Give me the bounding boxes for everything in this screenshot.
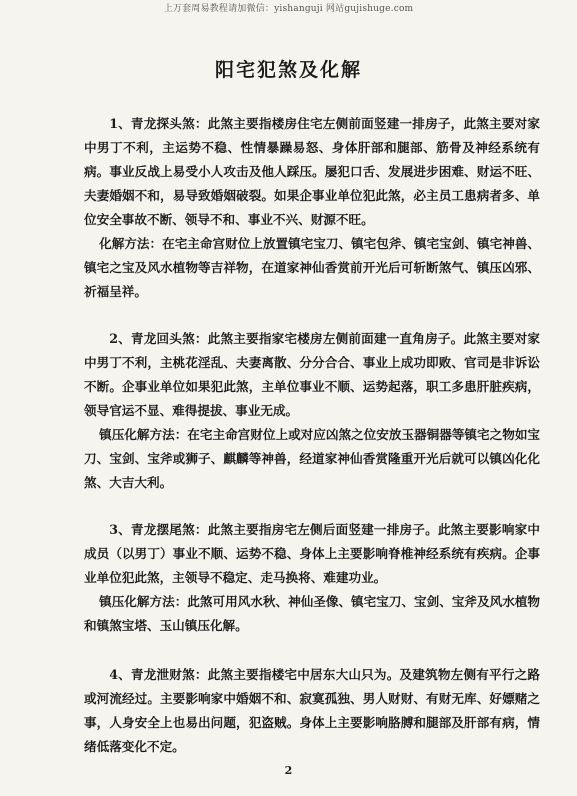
section-qinglong-xiecai <box>84 663 540 759</box>
section-qinglong-huitou <box>84 327 540 495</box>
section-heading: 4、青龙泄财煞： <box>109 667 208 682</box>
remedy-paragraph <box>84 423 540 495</box>
remedy-paragraph <box>84 232 540 304</box>
section-paragraph <box>84 112 540 232</box>
section-body: 此煞主要指楼宅中居东大山只为。及建筑物左侧有平行之路或河流经过。主要影响家中婚姻不和、寂寞孤独、男人财财、有财无库、好嫖赌之事，人身安全上也易出问题，犯盗贼。身体上主要影响胳膊和腿部及肝部有病，情绪低落变化不定。 <box>84 667 540 754</box>
section-qinglong-tantou <box>84 112 540 304</box>
remedy-label: 镇压化解方法： <box>99 594 188 609</box>
section-qinglong-baiwei <box>84 518 540 638</box>
section-heading: 2、青龙回头煞： <box>109 331 208 346</box>
section-heading: 1、青龙探头煞： <box>109 116 208 131</box>
page-title: 阳宅犯煞及化解 <box>214 59 362 81</box>
section-paragraph <box>84 518 540 590</box>
watermark-header: 上万套周易教程请加微信：yishanguji 网站gujishuge.com <box>163 4 414 14</box>
page-number: 2 <box>284 764 293 777</box>
section-paragraph <box>84 663 540 759</box>
section-body: 此煞主要指房宅左侧后面竖建一排房子。此煞主要影响家中成员（以男丁）事业不顺、运势不稳、身体上主要影响脊椎神经系统有疾病。企事业单位犯此煞，主领导不稳定、走马换将、难建功业。 <box>84 522 540 585</box>
remedy-text: 在宅主命宫财位上或对应凶煞之位安放玉器铜器等镇宅之物如宝刀、宝剑、宝斧或狮子、麒麟等神兽，经道家神仙香赏隆重开光后就可以镇凶化化煞、大吉大利。 <box>84 427 541 490</box>
remedy-label: 化解方法： <box>99 236 163 251</box>
section-heading: 3、青龙摆尾煞： <box>109 522 208 537</box>
remedy-paragraph <box>84 590 540 638</box>
section-paragraph <box>84 327 540 423</box>
remedy-text: 在宅主命宫财位上放置镇宅宝刀、镇宅包斧、镇宅宝剑、镇宅神兽、镇宅之宝及风水植物等吉祥物，在道家神仙香赏前开光后可斩断煞气、镇压凶邪、祈福呈祥。 <box>84 236 541 299</box>
remedy-label: 镇压化解方法： <box>99 427 188 442</box>
section-body: 此煞主要指楼房住宅左侧前面竖建一排房子，此煞主要对家中男丁不利，主运势不稳、性情暴躁易怒、身体肝部和腿部、筋骨及神经系统有病。事业反战上易受小人攻击及他人踩压。屡犯口舌、发展进步困难、财运不旺、夫妻婚姻不和，易导致婚姻破裂。如果企事业单位犯此煞，必主员工患病者多、单位安全事故不断、领导不和、事业不兴、财源不旺。 <box>84 116 540 227</box>
remedy-text: 此煞可用风水秋、神仙圣像、镇宅宝刀、宝剑、宝斧及风水植物和镇煞宝塔、玉山镇压化解。 <box>84 594 541 633</box>
section-body: 此煞主要指家宅楼房左侧前面建一直角房子。此煞主要对家中男丁不利，主桃花淫乱、夫妻离散、分分合合、事业上成功即败、官司是非诉讼不断。企事业单位如果犯此煞，主单位事业不顺、运势起落，职工多患肝脏疾病，领导官运不显、难得提拔、事业无成。 <box>84 331 540 418</box>
